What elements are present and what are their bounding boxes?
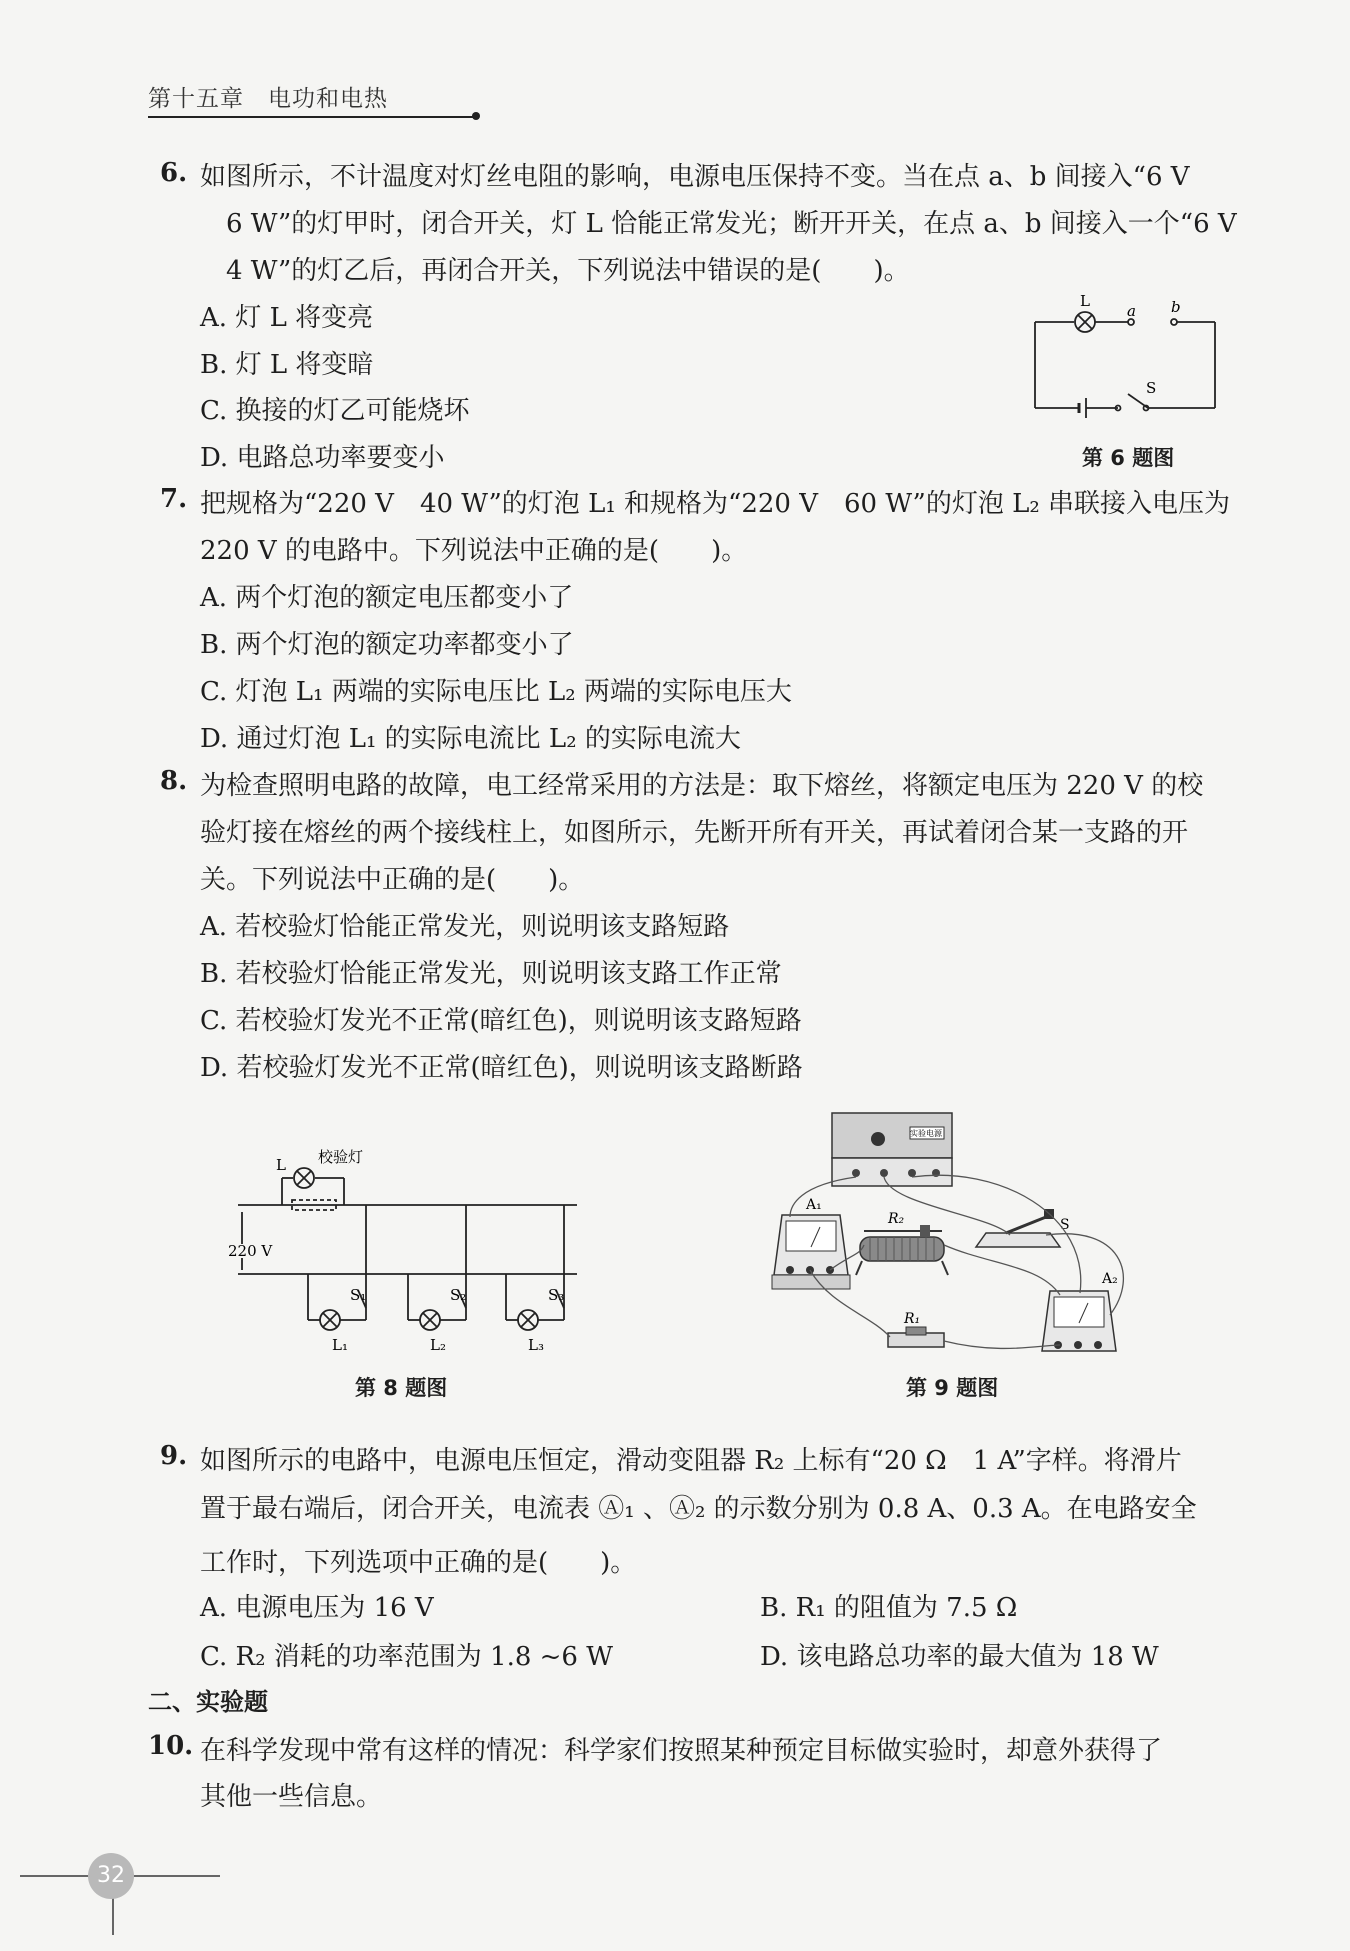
question-text-line: 6 W”的灯甲时，闭合开关，灯 L 恰能正常发光；断开开关，在点 a、b 间接入一个“6 V [226,209,1237,239]
label-L: L [1080,292,1090,310]
switch-s [976,1209,1060,1247]
question-text-line: 工作时，下列选项中正确的是( )。 [200,1548,637,1578]
option-c: C. 若校验灯发光不正常(暗红色)，则说明该支路短路 [200,1006,802,1036]
question-text-line: 置于最右端后，闭合开关，电流表 Ⓐ₁ 、Ⓐ₂ 的示数分别为 0.8 A、0.3 A。在电路安全 [200,1494,1197,1524]
option-d: D. 电路总功率要变小 [200,443,445,473]
question-text-line: 验灯接在熔丝的两个接线柱上，如图所示，先断开所有开关，再试着闭合某一支路的开 [200,818,1189,848]
label-b: b [1171,298,1181,316]
question-text-line: 为检查照明电路的故障，电工经常采用的方法是：取下熔丝，将额定电压为 220 V 的校 [200,771,1204,801]
option-d: D. 通过灯泡 L₁ 的实际电流比 L₂ 的实际电流大 [200,724,741,754]
figure-8-circuit [222,1140,592,1355]
label-s3: S₃ [548,1286,565,1304]
option-b: B. 若校验灯恰能正常发光，则说明该支路工作正常 [200,959,782,989]
label-a2: A₂ [1102,1271,1118,1287]
option-d: D. 该电路总功率的最大值为 18 W [760,1642,1159,1672]
option-d: D. 若校验灯发光不正常(暗红色)，则说明该支路断路 [200,1053,803,1083]
figure-6-circuit [1020,290,1230,430]
question-text-line: 关。下列说法中正确的是( )。 [200,865,585,895]
question-number: 6. [160,158,188,188]
label-a1: A₁ [806,1197,822,1213]
question-text-line: 其他一些信息。 [200,1782,383,1812]
label-l1: L₁ [332,1336,348,1354]
section-title: 二、实验题 [148,1688,268,1716]
question-text-line: 4 W”的灯乙后，再闭合开关，下列说法中错误的是( )。 [226,256,910,286]
label-S: S [1146,379,1157,397]
question-number: 10. [148,1731,194,1761]
label-l3: L₃ [528,1336,544,1354]
question-number: 8. [160,766,188,796]
question-text-line: 如图所示，不计温度对灯丝电阻的影响，电源电压保持不变。当在点 a、b 间接入“6 V [200,162,1190,192]
option-b: B. 两个灯泡的额定功率都变小了 [200,630,574,660]
figure-9-caption: 第 9 题图 [906,1376,999,1400]
question-text-line: 220 V 的电路中。下列说法中正确的是( )。 [200,536,748,566]
label-L: L [276,1156,286,1174]
option-c: C. 灯泡 L₁ 两端的实际电压比 L₂ 两端的实际电压大 [200,677,792,707]
option-a: A. 两个灯泡的额定电压都变小了 [200,583,574,613]
option-c: C. R₂ 消耗的功率范围为 1.8 ~6 W [200,1642,613,1672]
rheostat-r2 [856,1225,948,1275]
label-s1: S₁ [350,1286,367,1304]
header-rule [148,116,476,118]
option-a: A. 若校验灯恰能正常发光，则说明该支路短路 [200,912,730,942]
label-voltage: 220 V [228,1242,273,1260]
power-supply-label: 实验电源 [910,1129,942,1138]
ammeter-a2 [1042,1291,1116,1351]
chapter-header: 第十五章 电功和电热 [148,86,388,112]
page-number: 32 [97,1863,125,1888]
ammeter-a1 [772,1215,850,1289]
option-a: A. 电源电压为 16 V [200,1593,434,1623]
header-rule-dot [472,112,480,120]
label-a: a [1127,302,1136,320]
question-number: 7. [160,484,188,514]
question-text-line: 如图所示的电路中，电源电压恒定，滑动变阻器 R₂ 上标有“20 Ω 1 A”字样。将滑片 [200,1446,1182,1476]
figure-6-caption: 第 6 题图 [1082,446,1175,470]
question-number: 9. [160,1441,188,1471]
option-a: A. 灯 L 将变亮 [200,303,374,333]
label-r2: R₂ [888,1211,905,1227]
label-l2: L₂ [430,1336,446,1354]
question-text-line: 在科学发现中常有这样的情况：科学家们按照某种预定目标做实验时，却意外获得了 [200,1736,1163,1766]
option-b: B. R₁ 的阻值为 7.5 Ω [760,1593,1018,1623]
option-c: C. 换接的灯乙可能烧坏 [200,396,470,426]
label-s2: S₂ [450,1286,467,1304]
label-test-lamp: 校验灯 [318,1148,364,1166]
label-s: S [1060,1217,1070,1233]
option-b: B. 灯 L 将变暗 [200,350,374,380]
figure-9-apparatus [760,1105,1150,1360]
label-r1: R₁ [904,1311,921,1327]
figure-8-caption: 第 8 题图 [355,1376,448,1400]
question-text-line: 把规格为“220 V 40 W”的灯泡 L₁ 和规格为“220 V 60 W”的灯泡 L₂ 串联接入电压为 [200,489,1231,519]
resistor-r1 [888,1327,944,1347]
